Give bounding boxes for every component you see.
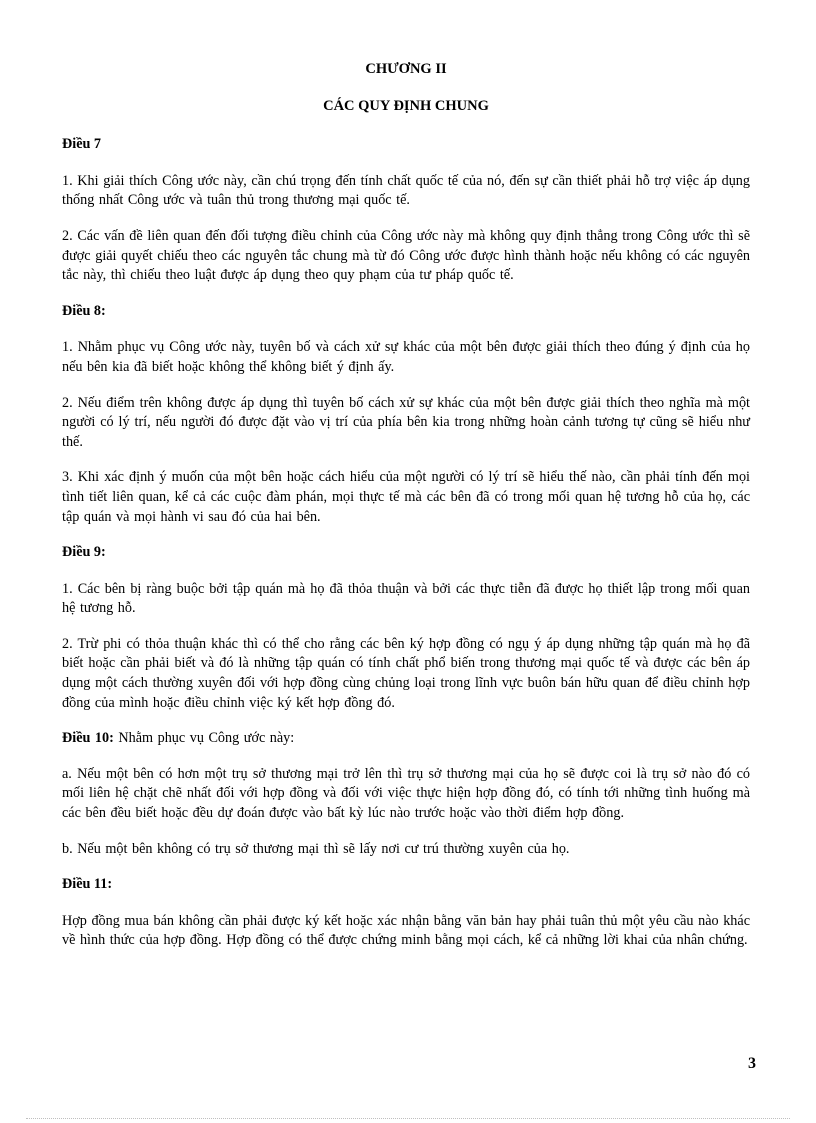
article-10-heading: Điều 10:: [62, 730, 114, 747]
footer-divider: [26, 1118, 790, 1119]
article-8-paragraph-3: 3. Khi xác định ý muốn của một bên hoặc cách hiểu của một người có lý trí sẽ hiểu thế nào, cần phải tính đến mọi tình tiết liên quan, kể cả các cuộc đàm phán, mọi thực tế mà các bên đã có trong mối quan hệ tương hỗ của họ, các tập quán và mọi hành vi sau đó của hai bên.: [62, 469, 750, 525]
article-11-paragraph-1: Hợp đồng mua bán không cần phải được ký kết hoặc xác nhận bằng văn bản hay phải tuân thủ một yêu cầu nào khác về hình thức của hợp đồng. Hợp đồng có thể được chứng minh bằng mọi cách, kể cả những lời khai của nhân chứng.: [62, 912, 750, 949]
article-11-heading: Điều 11:: [62, 876, 113, 893]
article-10-paragraph-b: b. Nếu một bên không có trụ sở thương mại thì sẽ lấy nơi cư trú thường xuyên của họ.: [62, 840, 570, 857]
document-page: [62, 60, 750, 967]
article-10-intro: Nhằm phục vụ Công ước này:: [113, 730, 295, 747]
article-10-paragraph-a: a. Nếu một bên có hơn một trụ sở thương mại trở lên thì trụ sở thương mại của họ sẽ được coi là trụ sở nào đó có mối liên hệ chặt chẽ nhất đối với hợp đồng và đối với việc thực hiện hợp đồng đó, có tính tới những tình huống mà các bên đều biết hoặc đều dự đoán được vào bất kỳ lúc nào trước hoặc vào thời điểm hợp đồng.: [62, 765, 750, 822]
article-8-paragraph-2: 2. Nếu điểm trên không được áp dụng thì tuyên bố cách xử sự khác của một bên được giải thích theo nghĩa mà một người có lý trí, nếu người đó được đặt vào vị trí của phía bên kia trong những hoàn cảnh tương tự cũng sẽ hiểu như thế.: [62, 394, 750, 450]
article-9-paragraph-2: 2. Trừ phi có thỏa thuận khác thì có thể cho rằng các bên ký hợp đồng có ngụ ý áp dụng những tập quán mà họ đã biết hoặc cần phải biết và đó là những tập quán có tính chất phổ biến trong thương mại quốc tế và được các bên áp dụng một cách thường xuyên đối với hợp đồng cùng chủng loại trong lĩnh vực buôn bán hữu quan để điều chỉnh hợp đồng của mình hoặc điều chỉnh việc ký kết hợp đồng đó.: [62, 635, 750, 711]
chapter-title: CHƯƠNG II: [365, 61, 447, 77]
article-7-paragraph-1: 1. Khi giải thích Công ước này, cần chú trọng đến tính chất quốc tế của nó, đến sự cần thiết phải hỗ trợ việc áp dụng thống nhất Công ước và tuân thủ trong thương mại quốc tế.: [62, 172, 750, 209]
article-10-heading-line: [62, 729, 750, 749]
article-9-heading: Điều 9:: [62, 544, 106, 561]
article-8-paragraph-1: 1. Nhằm phục vụ Công ước này, tuyên bố và cách xử sự khác của một bên được giải thích theo đúng ý định của họ nếu bên kia đã biết hoặc không thể không biết ý định ấy.: [62, 339, 750, 375]
article-7-heading: Điều 7: [62, 136, 102, 153]
chapter-subtitle: CÁC QUY ĐỊNH CHUNG: [323, 97, 489, 114]
article-7-paragraph-2: 2. Các vấn đề liên quan đến đối tượng điều chỉnh của Công ước này mà không quy định thẳng trong Công ước thì sẽ được giải quyết chiếu theo các nguyên tắc chung mà từ đó Công ước được hình thành hoặc nếu không có các nguyên tắc này, thì chiếu theo luật được áp dụng theo quy phạm của tư pháp quốc tế.: [62, 227, 750, 284]
article-9-paragraph-1: 1. Các bên bị ràng buộc bởi tập quán mà họ đã thỏa thuận và bởi các thực tiễn đã được họ thiết lập trong mối quan hệ tương hỗ.: [62, 580, 750, 617]
page-number: 3: [748, 1055, 756, 1072]
article-8-heading: Điều 8:: [62, 302, 106, 319]
